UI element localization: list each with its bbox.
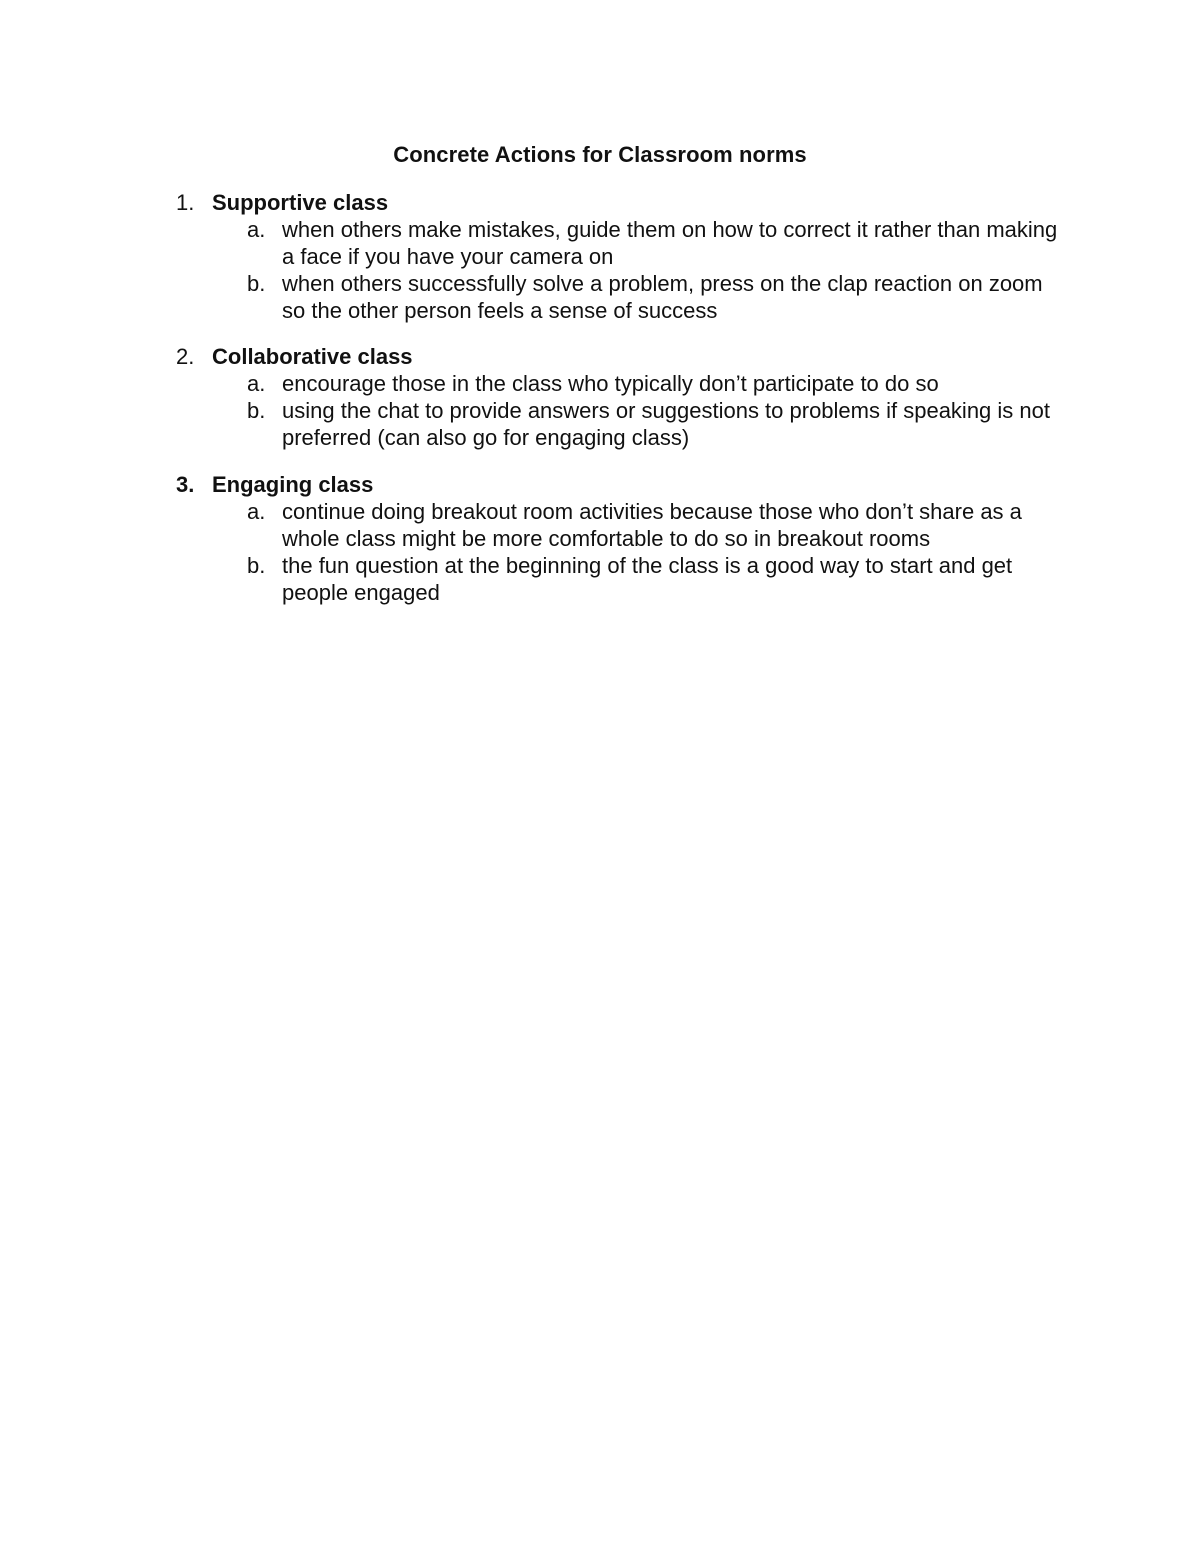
section-collaborative-class [0,343,1200,451]
list-item [0,370,1200,397]
list-item [0,270,1200,324]
section-number: 1. [176,190,195,215]
section-supportive-class [0,189,1200,324]
section-heading [0,189,1200,216]
section-heading [0,471,1200,498]
list-item-text: encourage those in the class who typically don’t participate to do so [282,371,939,396]
list-item-text: using the chat to provide answers or suggestions to problems if speaking is not preferred (can also go for engaging class) [282,398,1050,450]
list-item [0,216,1200,270]
document-title: Concrete Actions for Classroom norms [393,142,807,167]
section-heading [0,343,1200,370]
section-title: Supportive class [212,190,389,215]
list-item-marker: b. [247,553,266,578]
list-item-text: the fun question at the beginning of the class is a good way to start and get people engaged [282,553,1013,605]
list-item-marker: a. [247,217,266,242]
list-item-marker: b. [247,398,266,423]
section-title: Engaging class [212,472,374,497]
list-item-text: continue doing breakout room activities because those who don’t share as a whole class might be more comfortable to do so in breakout rooms [282,499,1022,551]
section-number: 2. [176,344,195,369]
section-engaging-class [0,471,1200,606]
list-item-marker: a. [247,371,266,396]
list-item-marker: a. [247,499,266,524]
section-title: Collaborative class [212,344,413,369]
list-item-marker: b. [247,271,266,296]
list-item-text: when others successfully solve a problem, press on the clap reaction on zoom so the other person feels a sense of success [282,271,1043,323]
list-item [0,498,1200,552]
list-item [0,397,1200,451]
section-number: 3. [176,472,195,497]
list-item [0,552,1200,606]
list-item-text: when others make mistakes, guide them on how to correct it rather than making a face if you have your camera on [282,217,1058,269]
